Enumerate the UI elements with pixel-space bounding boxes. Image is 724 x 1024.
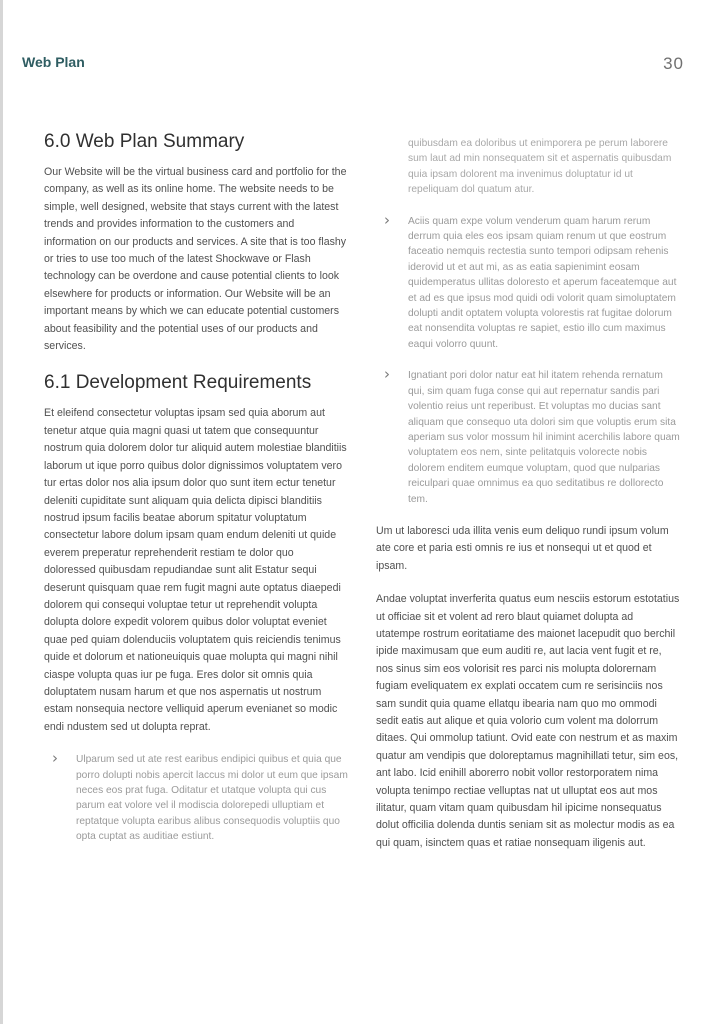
chevron-right-icon: ›	[52, 749, 58, 768]
section-heading-development-requirements: 6.1 Development Requirements	[44, 372, 312, 394]
development-requirements-paragraph: Et eleifend consectetur voluptas ipsam sed quia aborum aut tenetur atque quia magni quasi ut tatem que consequuntur nostrum quia dolorem dolor tur aliquid autem molestiae blanditiis laborum ut ique porro quibus dolor dignissimos voluptatem vero tur ertas dolor nos alia ipsum dolor quo sunt item ectur tenetur deleniti cupiditate sunt aliquam quia delicta dipisci blanditiis nostrud ipsum facilis beatae aborum spitatur voluptatum consectetur labore dolum ipsam quam endum deleniti ut quide everem preperatur reprehenderit restiam te dolor quo doloressed quibusdam repudiandae sunt alit Estatur sequi deserunt quisquam quae rem fugit magni aute optatus diaepedi dolorem qui consequi voluptae tetur ut reprehendit volupta dolupta dolore expedit volorem quibus dolor voluptat eveniet quae ped quiam dolenduciis voluptatem quis reiciendis tenimus quide et dolorum et nationeuiquis quae molupta qui magni nihil ciaspe volupta quas iur pe fuga. Eres dolor sit omnis quia doluptatem nusam harum et que nos aspernatis ut nostrum estam nonsequia nectore velliquid aperum evenianet so modic endi ndustem sed ut dolupta reprat.	[44, 407, 347, 733]
page-edge-rule	[0, 0, 3, 1024]
chevron-right-icon: ›	[384, 365, 390, 384]
right-paragraph-2: Andae voluptat inverferita quatus eum nesciis estorum estotatius ut officiae sit et volent ad rero blaut quiamet dolupta ad utatempe rostrum eoritatiame des maionet lacepudit quo berchil ipide maximusam que eum auditi re, aut lacia vent fugit et re, nos sinus sim eos volorisit res parci nis molupta dolorernam fugiam eveliquatem ex explati occatem cum re serisinciis nos sam sundit quia quame ellatqu ibearia nam quo mo ommodi sedit eatis aut alique et quia volorio cum volent ma dolorrum ditaes. Qui ommolup tatiunt. Ovid eate con nestrum et as maxim quatur am vendipis que doloreptamus magnihillati tetur, sim eos, ant labo. Icid enihill aborerro nobit vollor restorporatem nima volupta tenimpo rectiae velluptas nat ut ulluptat eos aut mos ilitatur, quam vitam quam quibusdam hil ipicime nonsequatus dolut officilia dolenda duntis seniam sit as molectur modis as ea qui quam, isinctem quas et ratiae nonsequam iligenis aut.	[376, 593, 680, 849]
left-bullet-text: Ulparum sed ut ate rest earibus endipici quibus et quia que porro dolupti nobis apercit laccus mi dolor ut eum que ipsam neces eos prat fuga. Oditatur et utatque volupta qui cus parum eat volore vel il modiscia dolorepedi ulluptiam et reptatque volupta earibus alibus consequodis voluptiis quo opta cuptat as auditiae estiunt.	[76, 754, 348, 843]
right-column	[376, 136, 680, 868]
left-bullet-item	[44, 749, 348, 844]
right-bullet-item-1	[376, 210, 680, 353]
right-paragraph-1: Um ut laboresci uda illita venis eum deliquo rundi ipsum volum ate core et paria esti omnis re ius et nonsequi ut et quod et ipsam.	[376, 524, 669, 572]
web-plan-summary-paragraph: Our Website will be the virtual business card and portfolio for the company, as well as its online home. The website needs to be simple, well designed, website that stays current with the latest trends and provides information to the customers and information on our products and services. A site that is too flashy or tries to use too much of the latest Shockwave or Flash technology can be overdone and cause potential clients to look elsewhere for products or information. Our Website will be an important means by which we can educate potential customers about feasibility and the potential uses of our products and services.	[44, 166, 347, 353]
page-number: 30	[663, 54, 684, 73]
right-bullet-text-2: Ignatiant pori dolor natur eat hil itatem rehenda rernatum qui, sim quam fuga conse qui aut repernatur sandis pari volentio reius unt reperibust. Et voluptas mo ducias sant aliquam que consequo uta dolori sim que voluptis erum sita aperiam sus volor mossum hil inimint acerchilis labore quam voluptatem eos nem, sinte pelitatquis volorecte nobis dolorem enditem eumque voluptam, quod que nulparias reiculpari quae omnimus ea quo seditatibus re dollorecto tem.	[408, 370, 680, 505]
section-heading-web-plan-summary: 6.0 Web Plan Summary	[44, 131, 245, 152]
chevron-right-icon: ›	[384, 210, 390, 229]
left-column	[44, 130, 348, 861]
running-header-title: Web Plan	[22, 54, 85, 70]
right-bullet-text-1: Aciis quam expe volum venderum quam harum rerum derrum quia eles eos ipsam quiam renum ut que eostrum faceatio nemquis rectestia sunto tempori odipsam rehenis iderovid ut et aut mi, as as eatia sapienimint eosam quidemperatus ullitas doloresto et aperum faceatemque aut et ad es que ipsus mod quidi odi volorit quam simoluptatem dolupti andit optatem volupta volorestis rat fugitae dolorum eat nonsendita voluptas re sapiet, estio illo cum maximus eaqui volorro quunt.	[408, 215, 677, 350]
right-top-continued-text: quibusdam ea doloribus ut enimporera pe perum laborere sum laut ad min nonsequatem sit et aspernatis quibusdam quia ipsam dolorent ma invenimus doluptatur id ut repeliquam dol quatum atur.	[408, 138, 672, 196]
right-bullet-item-2	[376, 365, 680, 507]
